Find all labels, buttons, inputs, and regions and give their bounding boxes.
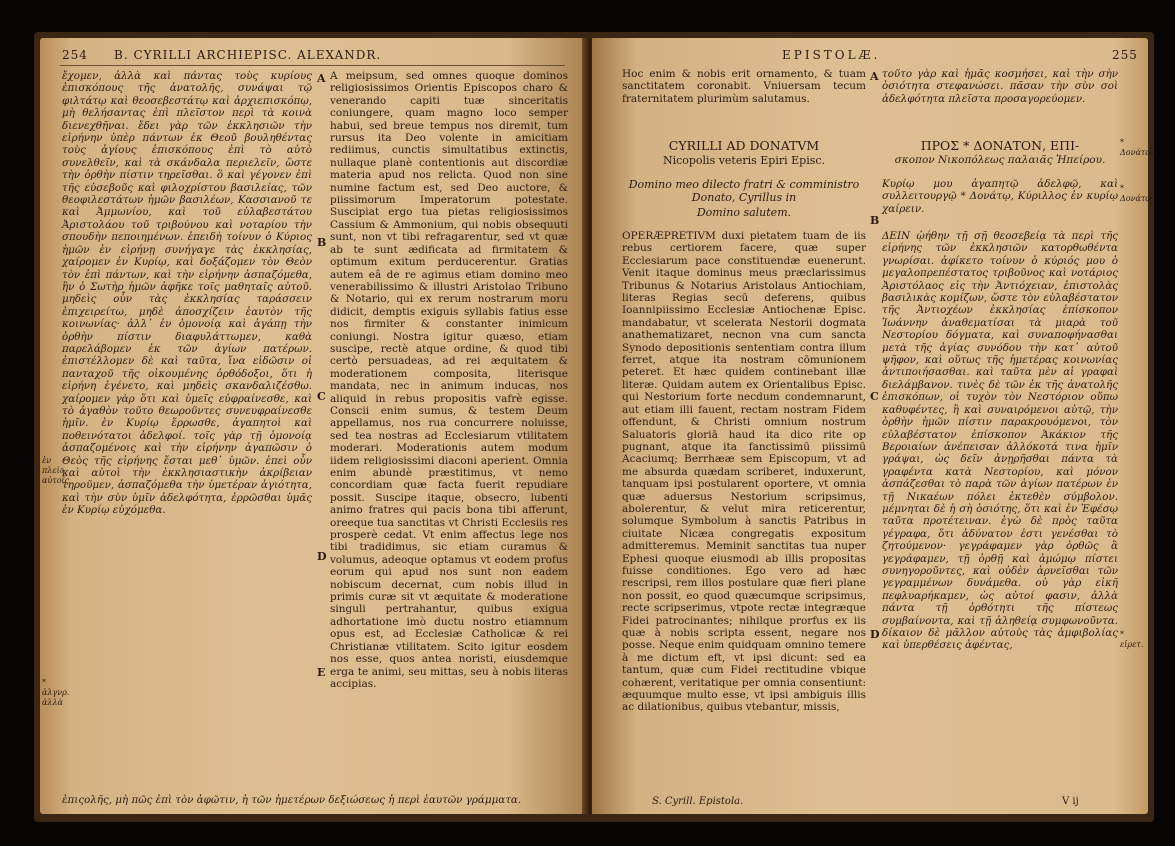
salutation-greek: Κυρίῳ μου ἀγαπητῷ ἀδελφῷ, καὶ συλλειτουργῷ * Δονάτῳ, Κύριλλος ἐν κυρίῳ χαίρειν. [882,178,1118,215]
salutation-latin-line-1: Domino meo dilecto fratri & comministro Donato, Cyrillus in [628,178,860,204]
latin-text-column-left: A meipsum, sed omnes quoque dominos religiosissimos Orientis Episcopos charo & venerando capiti tuæ sinceritatis coniungere, quam magno loco semper habui, sed breue tempus nos diremit, tum rursus ita Deo volente in amicitiam rediimus, cunctis simultatibus extinctis, nullaque planè contentionis aut discordiæ materia apud nos relicta. Quod non sine numine factum est, sed Deo auctore, & piissimorum Imperatorum potestate. Suscipiat ergo tua pietas religiosissimos Cassium & Ammonium, qui nobis obsequuti sunt, non vt tibi refragarentur, sed vt quæ ab te sunt ædificata ad firmitatem & optimum exitum perducerentur. Gratias autem eâ de re agimus etiam domino meo venerabilissimo & illustri Aristolao Tribuno & Notario, qui ex rerum nostrarum moru didicit, demptis exiguis syllabis fatius esse nos firmiter & constanter inimicum coniungi. Nostra igitur quæso, etiam suscipe, rectè atque ordine, & quod tibi certò persuadeas, ad rei æquitatem & moderationem composita, literisque mandata, nec in animum inducas, nos aliquid in rebus propositis vafrè egisse. Conscii enim sumus, & testem Deum appellamus, nos rua concurrere noluisse, sed tea nostras ad Ecclesiarum vtilitatem moderari. Moderationis autem modum iidem religiosissimi diaconi aperient. Omnia enim abundè præstitimus, vt nemo concordiam quæ facta fuerit repudiare possit. Suscipe itaque, obsecro, lubenti animo fratres qui pacis bona tibi afferunt, oreeque tua sanctitas vt Christi Ecclesiis res prosperè cedat. Vt enim affectus lege nos tibi tradidimus, sic etiam curamus & volumus, adeoque optamus vt eodem profus eorum qui apud nos sunt non eadem nobiscum decernat, cum nobis illud in primis curæ sit vt æquitate & moderatione singuli pertrahantur, quibus exigua adhortatione imò ductu nostro etiamnum opus est, ad Ecclesiæ Catholicæ & rei Christianæ vtilitatem. Scito igitur eosdem nos esse, quos antea noristi, eiusdemque erga te animi, seu mittas, seu à nobis literas accipias. [330,70,568,690]
margin-letter-b-left: B [317,236,327,249]
margin-letter-a-left: A [317,72,326,85]
margin-letter-d-left: D [317,550,327,563]
letter-title-latin: CYRILLI AD DONATVM [668,138,820,153]
margin-letter-b-right: B [870,214,880,227]
greek-text-column-right: ΔΕΙΝ ᾠήθην τῇ σῇ θεοσεβείᾳ τὰ περὶ τῆς εἰρήνης τῶν ἐκκλησιῶν κατορθωθέντα γνωρίσαι. ἀφίκετο τοίνυν ὁ κύριός μου ὁ μεγαλοπρεπέστατος τριβοῦνος καὶ νοτάριος Ἀριστόλαος εἰς τὴν Ἀντιόχειαν, ἐπιστολὰς βασιλικὰς κομίζων, ὥστε τὸν εὐλαβέστατον τῆς Ἀντιοχέων ἐκκλησίας ἐπίσκοπον Ἰωάννην ἀναθεματίσαι τὰ μιαρὰ τοῦ Νεστορίου δόγματα, καὶ συναποφήνασθαι μετὰ τῆς ἁγίας συνόδου τὴν κατ᾽ αὐτοῦ ψῆφον, καὶ οὕτως τῆς ἡμετέρας κοινωνίας ἀντιποιήσασθαι. καὶ ταῦτα μὲν αἱ γραφαὶ διελάμβανον. τινὲς δὲ τῶν ἐκ τῆς ἀνατολῆς ἐπισκόπων, οἱ τυχὸν τὸν Νεστόριον οὔπω καθυφέντες, ἢ καὶ συναιρόμενοι αὐτῷ, τὴν ὀρθὴν ἡμῶν πίστιν παρακρουόμενοι, τὸν εὐλαβέστατον ἐπίσκοπον Ἀκάκιον τῆς Βεροιαίων ἀνέπεισαν ἀλλόκοτά τινα ἡμῖν γράψαι, ὡς δεῖν ἀνῃρῆσθαι πάντα τὰ γραφέντα κατὰ Νεστορίου, καὶ μόνον ἀσπάζεσθαι τὸ παρὰ τῶν ἁγίων πατέρων ἐν τῇ Νικαέων πόλει ἐκτεθὲν σύμβολον. μέμνηται δὲ ἡ σὴ ὁσιότης, ὅτι καὶ ἐν Ἐφέσῳ ταῦτα προτέτειναν. ἐγὼ δὲ πρὸς ταῦτα γέγραφα, ὅτι ἀδύνατον ἐστι γενέσθαι τὸ ζητούμενον· γεγράφαμεν γὰρ ὀρθῶς ἃ γεγράφαμεν, τῇ ὀρθῇ καὶ ἀμώμῳ πίστει συνηγοροῦντες, καὶ οὐδὲν ἀρνεῖσθαι τῶν γεγραμμένων δυνάμεθα. οὐ γὰρ εἰκῆ πεφλυαρήκαμεν, ὡς αὐτοί φασιν, ἀλλὰ πάντα τῇ ὀρθότητι τῆς πίστεως συμβαίνοντα, καὶ τῇ ἀληθείᾳ συμφωνοῦντα. δίκαιον δὲ μᾶλλον αὐτοὺς τὰς ἀμφιβολίας καὶ ὑπερθέσεις ἀφέντας, [882,230,1118,652]
greek-closing-line-left: ἐπιςολῆς, μὴ πῶς ἐπὶ τὸν ἀφῶτιν, ἡ τῶν ἡμετέρων δεξιώσεως ἡ περὶ ἑαυτῶν γράμματα. [62,794,522,806]
margin-note-right-2: * Δονάτῳ. [1120,184,1155,203]
open-book [34,32,1158,822]
intro-latin-paragraph: Hoc enim & nobis erit ornamento, & tuam sanctitatem coronabit. Vniuersam tecum fraternitatem plurimùm salutamus. [622,68,866,105]
margin-letter-a-right: A [870,70,879,83]
margin-note-right-1: * Δονάτον. [1120,138,1158,157]
margin-letter-c-right: C [870,390,879,403]
margin-note-right-3: * εἰρετ. [1120,630,1144,649]
intro-greek-paragraph: τοῦτο γὰρ καὶ ἡμᾶς κοσμήσει, καὶ τὴν σὴν ὁσιότητα στεφανώσει. πᾶσαν τὴν σὺν σοὶ ἀδελφότητα πλεῖστα προσαγορεύομεν. [882,68,1118,105]
latin-text-column-right: OPERÆPRETIVM duxi pietatem tuam de iis rebus certiorem facere, quæ super Ecclesiarum pace constituendæ euenerunt. Venit itaque dominus meus præclarissimus Tribunus & Notarius Aristolaus Antiochiam, literas Regias secū deferens, quibus Ioannipiissimo Ecclesiæ Antiochenæ Episc. mandabatur, vt scelerata Nestorii dogmata anathematizaret, necnon vna cum sancta Synodo depositionis sententiam contra illum ferret, atque ita nostram cōmunionem peteret. Et hæc quidem continebant illæ literæ. Quidam autem ex Orientalibus Episc. qui Nestorium forte necdum condemnarunt, aut etiam illi fauent, rectam nostram Fidem offendunt, & Christi omnium nostrum Saluatoris gloriā haud ita dico rite op pugnant, atque ita fanctissimū piissimū Acaciumq; Berrhææ sem Episcopum, vt ad me absurda quædam scriberet, induxerunt, tanquam ipsi postularent oportere, vt omnia quæ aduersus Nestorium scripsimus, abolerentur, & velut mira reticerentur, solumque Symbolum à sanctis Patribus in ciuitate Nicæa congregatis expositum admitteremus. Meminit sanctitas tua nuper Ephesi quoque eiusmodi ab illis propositas fuisse conditiones. Ego vero ad hæc rescripsi, rem illos postulare quæ fieri plane non possit, eo quod quæcumque scripsimus, recte scripserimus, vtpote rectæ integræque Fidei patrocinantes; nihilque prorfus ex iis quæ à nobis scripta essent, negare nos posse. Neque enim quidquam omnino temere à me dictum eft, vt ipsi dicunt: sed ea tantum, quæ cum Fidei rectitudine vbique cohærent, veritatique per omnia consentiunt: æquumque multo esse, vt ipsi ambiguis illis ac dilationibus, quibus vtebantur, missis, [622,230,866,714]
letter-title-greek: ΠΡΟΣ * ΔΟΝΑΤΟΝ, ΕΠΙ- [920,138,1080,153]
margin-letter-d-right: D [870,628,880,641]
head-rule-left [60,65,565,66]
letter-subtitle-latin: Nicopolis veteris Epiri Episc. [662,154,826,167]
page-number-left: 254 [62,48,88,62]
left-page [40,38,588,814]
running-head-left: B. CYRILLI ARCHIEPISC. ALEXANDR. [114,48,382,62]
page-number-right: 255 [1112,48,1138,62]
margin-note-left-2: * ἀλγνρ. ἀλλὰ [42,678,70,707]
running-head-right: EPISTOLÆ. [782,48,881,62]
letter-subtitle-greek: σκοπον Νικοπόλεως παλαιᾶς Ἠπείρου. [894,154,1106,166]
margin-note-left-1: ἐν πλεὶ∂ αὐτοῖς [42,456,70,485]
margin-letter-c-left: C [317,390,326,403]
right-page [592,38,1158,814]
footer-catchword-right: S. Cyrill. Epistola. [652,796,744,807]
signature-mark-right: V ij [1062,796,1079,807]
greek-text-column-left: ἔχομεν, ἀλλὰ καὶ πάντας τοὺς κυρίους ἐπισκόπους τῆς ἀνατολῆς, συνάψαι τῷ φιλτάτῳ καὶ θεοσεβεστάτῳ καὶ ἀρχιεπισκόπῳ, μὴ θελήσαντας ἐπὶ πλεῖστον περὶ τὰ κοινὰ διενεχθῆναι. ἔδει γὰρ τῶν ἐκκλησιῶν τὴν εἰρήνην ὑπὲρ πάντων ἐκ Θεοῦ βουληθέντας τοὺς ἁγίους ἐπισκόπους ἐπὶ τὸ αὐτὸ συνελθεῖν, καὶ τὰ σκάνδαλα περιελεῖν, ὥστε τὴν ὀρθὴν πίστιν τηρεῖσθαι. ὃ καὶ γέγονεν ἐπὶ τῆς εὐσεβοῦς καὶ φιλοχρίστου βασιλείας, τῶν θεοφιλεστάτων ἡμῶν βασιλέων, Κασσιανοῦ τε καὶ Ἀμμωνίου, καὶ τοῦ εὐλαβεστάτου Ἀριστολάου τοῦ τριβούνου καὶ νοταρίου τὴν σπουδὴν πεποιημένων. ἐπειδὴ τοίνυν ὁ Κύριος ἡμῶν ἐν εἰρήνῃ συνήγαγε τὰς ἐκκλησίας, χαίρομεν ἐν Κυρίῳ, καὶ δοξάζομεν τὸν Θεὸν τὸν ἐπὶ πάντων, καὶ τὴν εἰρήνην ἀσπαζόμεθα, ἣν ὁ Σωτὴρ ἡμῶν ἀφῆκε τοῖς μαθηταῖς αὐτοῦ. μηδεὶς οὖν τὰς ἐκκλησίας ταράσσειν ἐπιχειρείτω, μηδὲ ἀποσχίζειν ἑαυτὸν τῆς κοινωνίας· ἀλλ᾽ ἐν ὁμονοίᾳ καὶ ἀγάπῃ τὴν ὀρθὴν πίστιν διαφυλάττωμεν, καθὰ παρελάβομεν ἐκ τῶν ἁγίων πατέρων. ἐπιστέλλομεν δὲ καὶ ταῦτα, ἵνα εἰδῶσιν οἱ πανταχοῦ τῆς οἰκουμένης ὀρθόδοξοι, ὅτι ἡ εἰρήνη ἐγένετο, καὶ μηδεὶς σκανδαλιζέσθω. χαίρομεν γὰρ ὅτι καὶ ὑμεῖς εὐφραίνεσθε, καὶ τὸ ἀγαθὸν τοῦτο θεωροῦντες συνευφραίνεσθε ἡμῖν. ἐν Κυρίῳ ἔρρωσθε, ἀγαπητοὶ καὶ ποθεινότατοι ἀδελφοί. τοῖς γὰρ τῇ ὁμονοίᾳ ἀσπαζομένοις καὶ τὴν εἰρήνην ἀγαπῶσιν ὁ Θεὸς τῆς εἰρήνης ἔσται μεθ᾽ ὑμῶν. ἐπεὶ οὖν καὶ αὐτοὶ τὴν ἐκκλησιαστικὴν ἀκρίβειαν τηροῦμεν, ἀσπαζόμεθα τὴν ὑμετέραν ἁγιότητα, καὶ τὴν σὺν ὑμῖν ἀδελφότητα, ἐρρῶσθαι ὑμᾶς ἐν Κυρίῳ εὐχόμεθα. [62,70,312,517]
salutation-latin-line-2: Domino salutem. [696,206,792,219]
margin-letter-e-left: E [317,666,326,679]
